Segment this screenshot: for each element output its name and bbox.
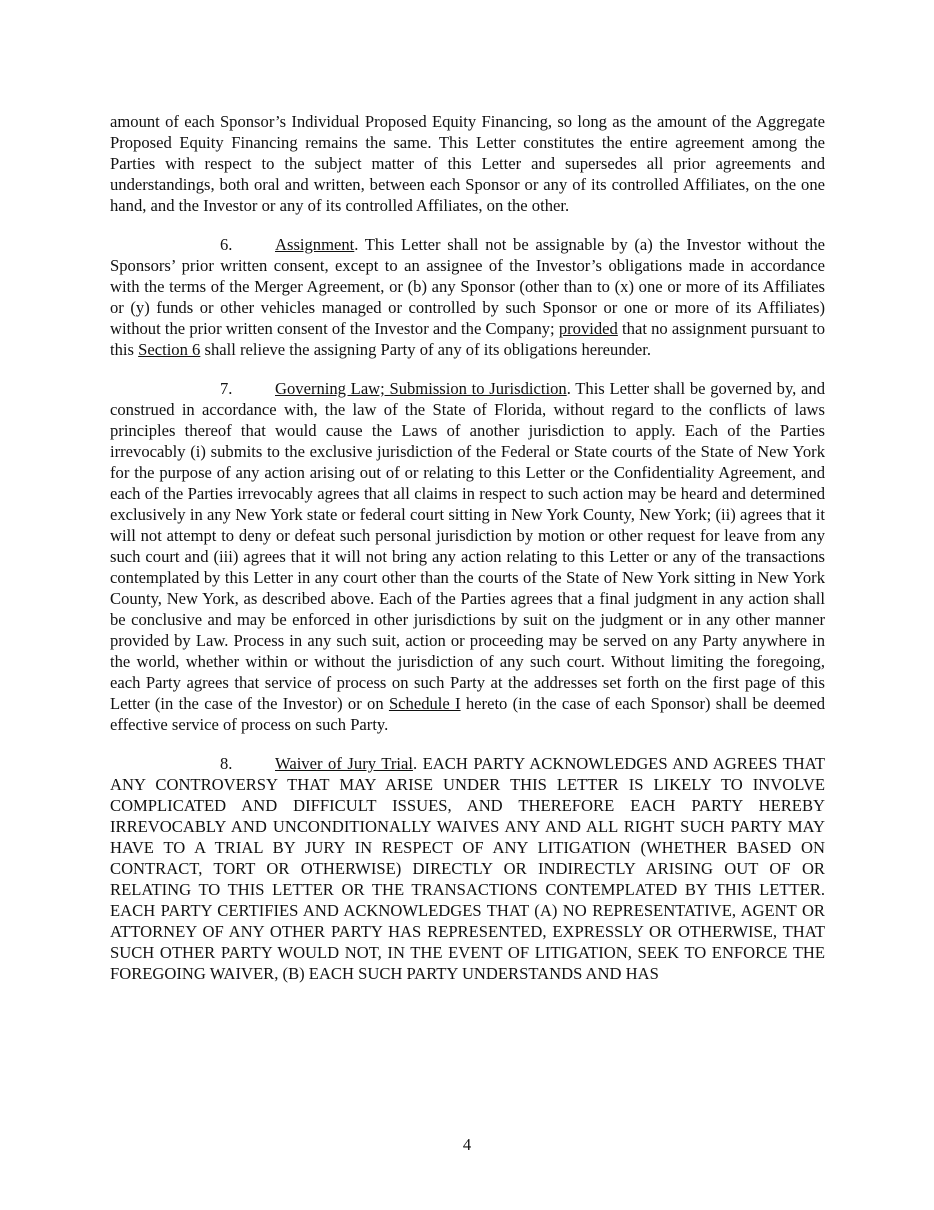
page-number: 4 bbox=[462, 1135, 472, 1154]
section-text: . This Letter shall be governed by, and construed in accordance with, the law of the State of Florida, without regard to the conflicts of laws principles thereof that would cause the Laws of another jurisdiction to apply. Each of the Parties irrevocably (i) submits to the exclusive jurisdiction of the Federal or State courts of the State of New York for the purpose of any action arising out of or relating to this Letter or the Confidentiality Agreement, and each of the Parties irrevocably agrees that all claims in respect to such action may be heard and determined exclusively in any New York state or federal court sitting in New York County, New York; (ii) agrees that it will not attempt to deny or defeat such personal jurisdiction by motion or other request for leave from any such court and (iii) agrees that it will not bring any action relating to this Letter or any of the transactions contemplated by this Letter in any court other than the courts of the State of New York sitting in New York County, New York, as described above. Each of the Parties agrees that a final judgment in any action shall be conclusive and may be enforced in other jurisdictions by suit on the judgment or in any other manner provided by Law. Process in any such suit, action or proceeding may be served on any Party anywhere in the world, whether within or without the jurisdiction of any such court. Without limiting the foregoing, each Party agrees that service of process on such Party at the addresses set forth on the first page of this Letter (in the case of the Investor) or on bbox=[110, 379, 825, 713]
section-7-governing-law bbox=[110, 378, 825, 735]
schedule-reference: Schedule I bbox=[388, 694, 461, 713]
section-text: . EACH PARTY ACKNOWLEDGES AND AGREES THAT ANY CONTROVERSY THAT MAY ARISE UNDER THIS LETTER IS LIKELY TO INVOLVE COMPLICATED AND DIFFICULT ISSUES, AND THEREFORE EACH PARTY HEREBY IRREVOCABLY AND UNCONDITIONALLY WAIVES ANY AND ALL RIGHT SUCH PARTY MAY HAVE TO A TRIAL BY JURY IN RESPECT OF ANY LITIGATION (WHETHER BASED ON CONTRACT, TORT OR OTHERWISE) DIRECTLY OR INDIRECTLY ARISING OUT OF OR RELATING TO THIS LETTER OR THE TRANSACTIONS CONTEMPLATED BY THIS LETTER. EACH PARTY CERTIFIES AND ACKNOWLEDGES THAT (A) NO REPRESENTATIVE, AGENT OR ATTORNEY OF ANY OTHER PARTY HAS REPRESENTED, EXPRESSLY OR OTHERWISE, THAT SUCH OTHER PARTY WOULD NOT, IN THE EVENT OF LITIGATION, SEEK TO ENFORCE THE FOREGOING WAIVER, (B) EACH SUCH PARTY UNDERSTANDS AND HAS bbox=[110, 754, 825, 983]
section-heading: Governing Law; Submission to Jurisdiction bbox=[275, 379, 567, 398]
paragraph-continuation: amount of each Sponsor’s Individual Proposed Equity Financing, so long as the amount of the Aggregate Proposed Equity Financing remains the same. This Letter constitutes the entire agreement among the Parties with respect to the subject matter of this Letter and supersedes all prior agreements and understandings, both oral and written, between each Sponsor or any of its controlled Affiliates, on the one hand, and the Investor or any of its controlled Affiliates, on the other. bbox=[110, 112, 825, 215]
document-page bbox=[110, 111, 825, 1002]
section-6-assignment bbox=[110, 234, 825, 360]
section-text: hereto (in the case of each Sponsor) shall be deemed effective service of process on such Party. bbox=[110, 694, 825, 734]
defined-term-provided: provided bbox=[558, 319, 618, 338]
section-text: that no assignment pursuant to this bbox=[110, 319, 826, 359]
section-number: 6. bbox=[220, 235, 233, 254]
section-text: . This Letter shall not be assignable by (a) the Investor without the Sponsors’ prior written consent, except to an assignee of the Investor’s obligations made in accordance with the terms of the Merger Agreement, or (b) any Sponsor (other than to (x) one or more of its Affiliates or (y) funds or other vehicles managed or controlled by such Sponsor or one or more of its Affiliates) without the prior written consent of the Investor and the Company; bbox=[110, 235, 825, 338]
section-number: 7. bbox=[220, 379, 233, 398]
section-heading: Waiver of Jury Trial bbox=[275, 754, 413, 773]
section-heading: Assignment bbox=[275, 235, 355, 254]
section-reference: Section 6 bbox=[138, 340, 201, 359]
section-number: 8. bbox=[220, 754, 233, 773]
section-text: shall relieve the assigning Party of any of its obligations hereunder. bbox=[200, 340, 652, 359]
section-8-waiver-of-jury-trial bbox=[110, 753, 825, 984]
